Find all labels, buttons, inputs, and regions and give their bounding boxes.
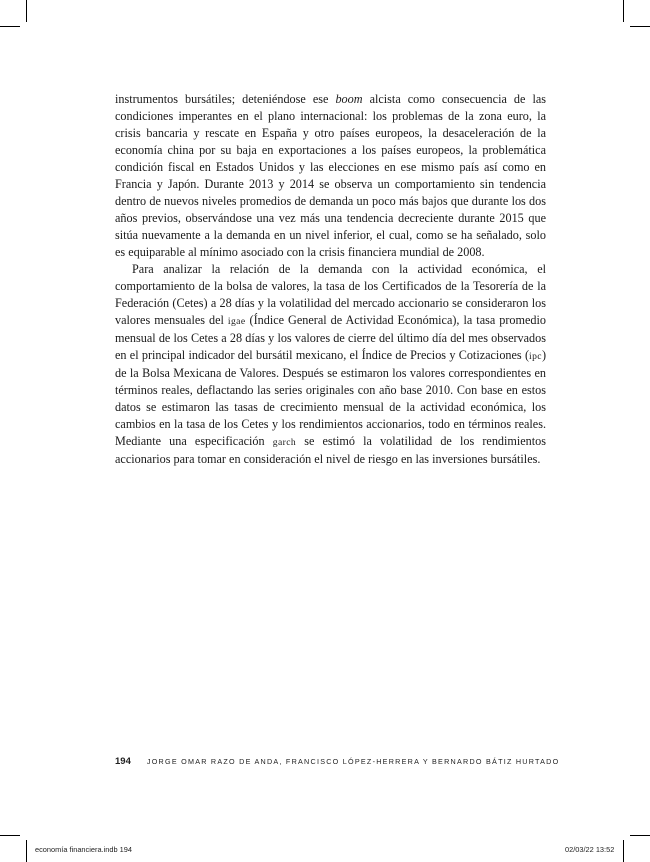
crop-mark-top-left-vertical <box>26 0 27 22</box>
print-slug-filename: economía financiera.indb 194 <box>35 845 132 854</box>
paragraph-2-text-a: Para analizar la relación de la demanda con la actividad económica, el comportamiento de la bolsa de valores, la tasa de los Certificados de la Tesorería de la Federación (Cetes) a 28 días y la volatilidad del mercado accionario se consideraron los valores mensuales del <box>115 262 546 327</box>
paragraph-2 <box>115 261 546 468</box>
page-number: 194 <box>115 756 131 767</box>
crop-mark-bottom-right-vertical <box>623 840 624 862</box>
paragraph-2-text-b: (Índice General de Actividad Económica), la tasa promedio mensual de los Cetes a 28 días y los valores de cierre del último día del mes observados en el principal indicador del bursátil mexicano, el Índice de Precios y Cotizaciones ( <box>115 313 546 362</box>
abbreviation-ipc: ipc <box>529 351 542 362</box>
footer-authors: JORGE OMAR RAZO DE ANDA, FRANCISCO LÓPEZ-HERRERA Y BERNARDO BÁTIZ HURTADO <box>146 757 560 766</box>
italic-term-boom: boom <box>335 92 363 106</box>
abbreviation-garch: garch <box>272 437 297 448</box>
abbreviation-igae: igae <box>227 316 246 327</box>
crop-mark-bottom-left-vertical <box>26 840 27 862</box>
paragraph-1 <box>115 91 546 261</box>
paragraph-2-text-d: se estimó la volatilidad de los rendimientos accionarios para tomar en consideración el nivel de riesgo en las inversiones bursátiles. <box>115 434 546 466</box>
body-text <box>115 91 546 468</box>
crop-mark-top-right-horizontal <box>630 26 650 27</box>
crop-mark-bottom-left-horizontal <box>0 835 20 836</box>
paragraph-2-text-c: ) de la Bolsa Mexicana de Valores. Después se estimaron los valores correspondientes en términos reales, deflactando las series originales con año base 2010. Con base en estos datos se estimaron las tasas de crecimiento mensual de la actividad económica, los cambios en la tasa de los Cetes y los rendimientos accionarios, todo en términos reales. Mediante una especificación <box>115 348 546 448</box>
crop-mark-top-right-vertical <box>623 0 624 22</box>
crop-mark-bottom-right-horizontal <box>630 835 650 836</box>
running-footer <box>115 756 560 767</box>
paragraph-1-text-a: instrumentos bursátiles; deteniéndose ese <box>115 92 336 106</box>
crop-mark-top-left-horizontal <box>0 26 20 27</box>
paragraph-1-text-b: alcista como consecuencia de las condiciones imperantes en el plano internacional: los problemas de la zona euro, la crisis bancaria y rescate en España y otro países europeos, la desaceleración de la economía china por su baja en exportaciones a los países europeos, la problemática condición fiscal en Estados Unidos y las elecciones en ese mismo país así como en Francia y Japón. Durante 2013 y 2014 se observa un comportamiento sin tendencia dentro de nuevos niveles promedios de demanda un poco más bajos que durante los dos años previos, observándose una vez más una tendencia decreciente durante 2015 que sitúa nuevamente a la demanda en un nivel inferior, el cual, como se ha señalado, solo es equiparable al mínimo asociado con la crisis financiera mundial de 2008. <box>115 92 546 259</box>
print-slug-datetime: 02/03/22 13:52 <box>565 845 615 854</box>
